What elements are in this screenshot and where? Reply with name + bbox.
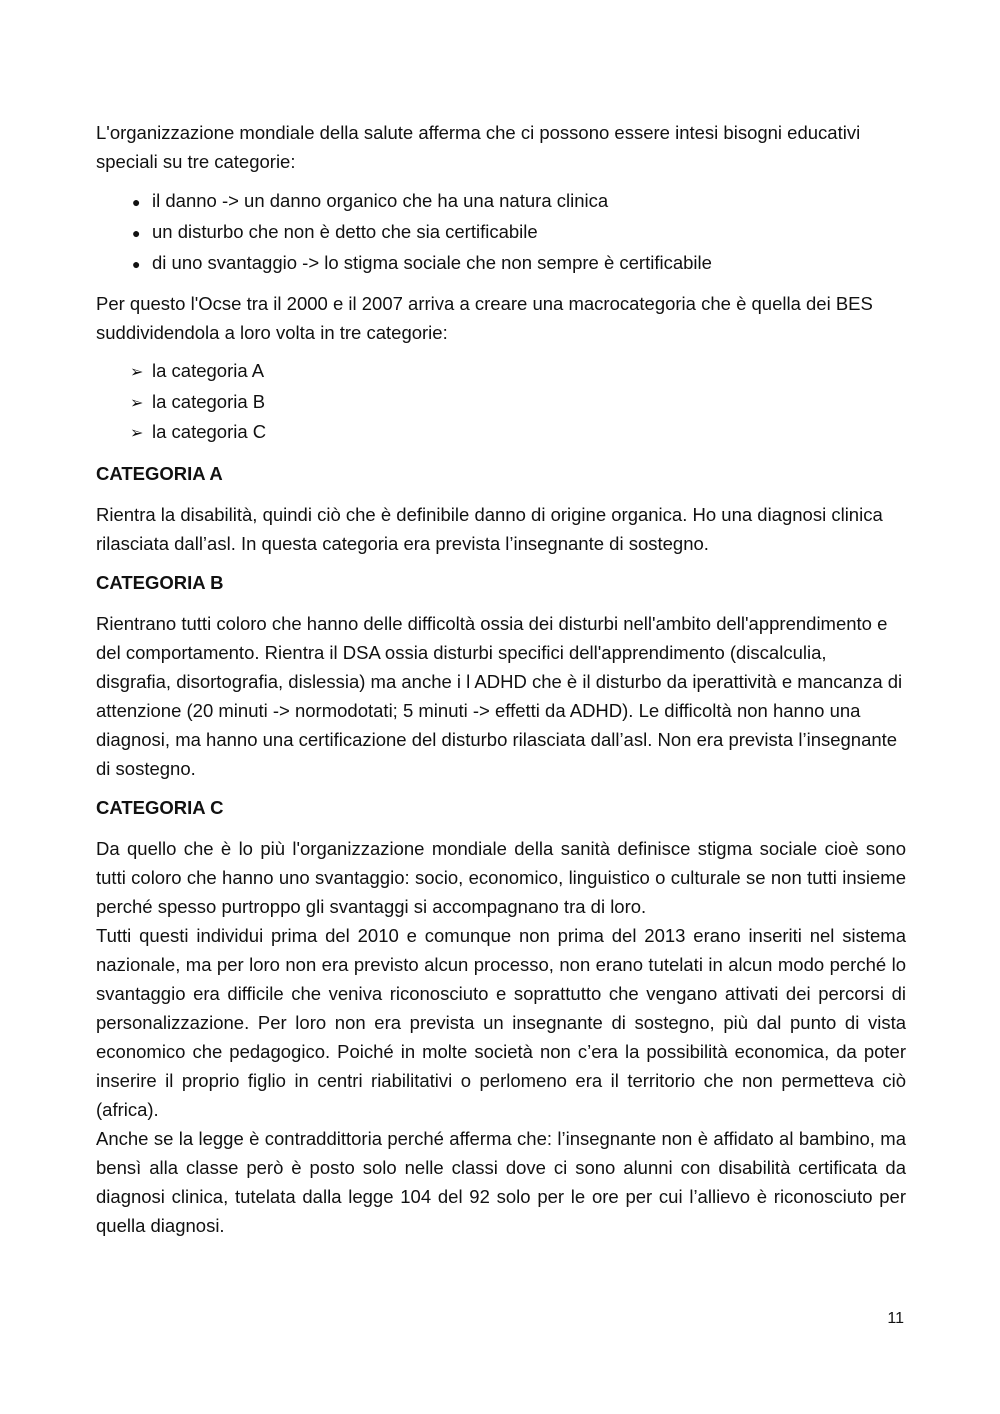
list-item <box>96 418 906 449</box>
intro-paragraph: L'organizzazione mondiale della salute afferma che ci possono essere intesi bisogni educativi speciali su tre categorie: <box>96 122 861 172</box>
document-page <box>96 118 906 1240</box>
heading-categoria-c: CATEGORIA C <box>96 796 224 818</box>
list-item <box>96 388 906 419</box>
list-item <box>96 248 906 279</box>
list-item <box>96 186 906 217</box>
ocse-paragraph: Per questo l'Ocse tra il 2000 e il 2007 arriva a creare una macrocategoria che è quella dei BES suddividendola a loro volta in tre categorie: <box>96 293 873 343</box>
bullet-list <box>96 186 906 279</box>
list-item <box>96 217 906 248</box>
list-item-text: la categoria B <box>152 390 266 412</box>
bullet-icon: ● <box>132 194 141 210</box>
heading-categoria-a: CATEGORIA A <box>96 462 223 484</box>
arrowhead-icon: ➢ <box>130 364 144 381</box>
list-item-text: un disturbo che non è detto che sia certificabile <box>152 221 538 242</box>
categoria-a-text: Rientra la disabilità, quindi ciò che è definibile danno di origine organica. Ho una diagnosi clinica rilasciata dall’asl. In questa categoria era prevista l’insegnante di sostegno. <box>96 503 883 554</box>
arrowhead-icon: ➢ <box>130 394 144 412</box>
arrow-list <box>96 357 906 449</box>
list-item <box>96 357 906 388</box>
categoria-b-text: Rientrano tutti coloro che hanno delle difficoltà ossia dei disturbi nell'ambito dell'apprendimento e del comportamento. Rientra il DSA ossia disturbi specifici dell'apprendimento (discalculia, disgrafia, disortografia, dislessia) ma anche i l ADHD che è il disturbo da iperattività e mancanza di attenzione (20 minuti -> normodotati; 5 minuti -> effetti da ADHD). Le difficoltà non hanno una diagnosi, ma hanno una certificazione del disturbo rilasciata dall’asl. Non era prevista l’insegnante di sostegno. <box>96 612 903 779</box>
bullet-icon: ● <box>132 225 141 241</box>
list-item-text: di uno svantaggio -> lo stigma sociale che non sempre è certificabile <box>152 252 712 273</box>
categoria-c-text-3: Anche se la legge è contraddittoria perché afferma che: l’insegnante non è affidato al bambino, ma bensì alla classe però è posto solo nelle classi dove ci sono alunni con disabilità certificata da diagnosi clinica, tutelata dalla legge 104 del 92 solo per le ore per cui l’allievo è riconosciuto per quella diagnosi. <box>96 1127 906 1236</box>
categoria-c-text-1: Da quello che è lo più l'organizzazione mondiale della sanità definisce stigma sociale cioè sono tutti coloro che hanno uno svantaggio: socio, economico, linguistico o culturale se non tutti insieme perché spesso purtroppo gli svantaggi si accompagnano tra di loro. <box>96 837 906 917</box>
categoria-c-text-2: Tutti questi individui prima del 2010 e comunque non prima del 2013 erano inseriti nel sistema nazionale, ma per loro non era previsto alcun processo, non erano tutelati in alcun modo perché lo svantaggio era difficile che veniva riconosciuto e soprattutto che vengano attivati dei percorsi di personalizzazione. Per loro non era prevista un insegnante di sostegno, più dal punto di vista economico che pedagogico. Poiché in molte società non c’era la possibilità economica, da poter inserire il proprio figlio in centri riabilitativi o perlomeno era il territorio che non permetteva ciò (africa). <box>96 924 906 1120</box>
bullet-icon: ● <box>132 256 141 272</box>
page-number: 11 <box>887 1310 904 1327</box>
heading-categoria-b: CATEGORIA B <box>96 571 224 593</box>
list-item-text: il danno -> un danno organico che ha una natura clinica <box>152 190 609 211</box>
list-item-text: la categoria C <box>152 421 267 442</box>
arrowhead-icon: ➢ <box>130 425 144 442</box>
list-item-text: la categoria A <box>152 360 265 381</box>
